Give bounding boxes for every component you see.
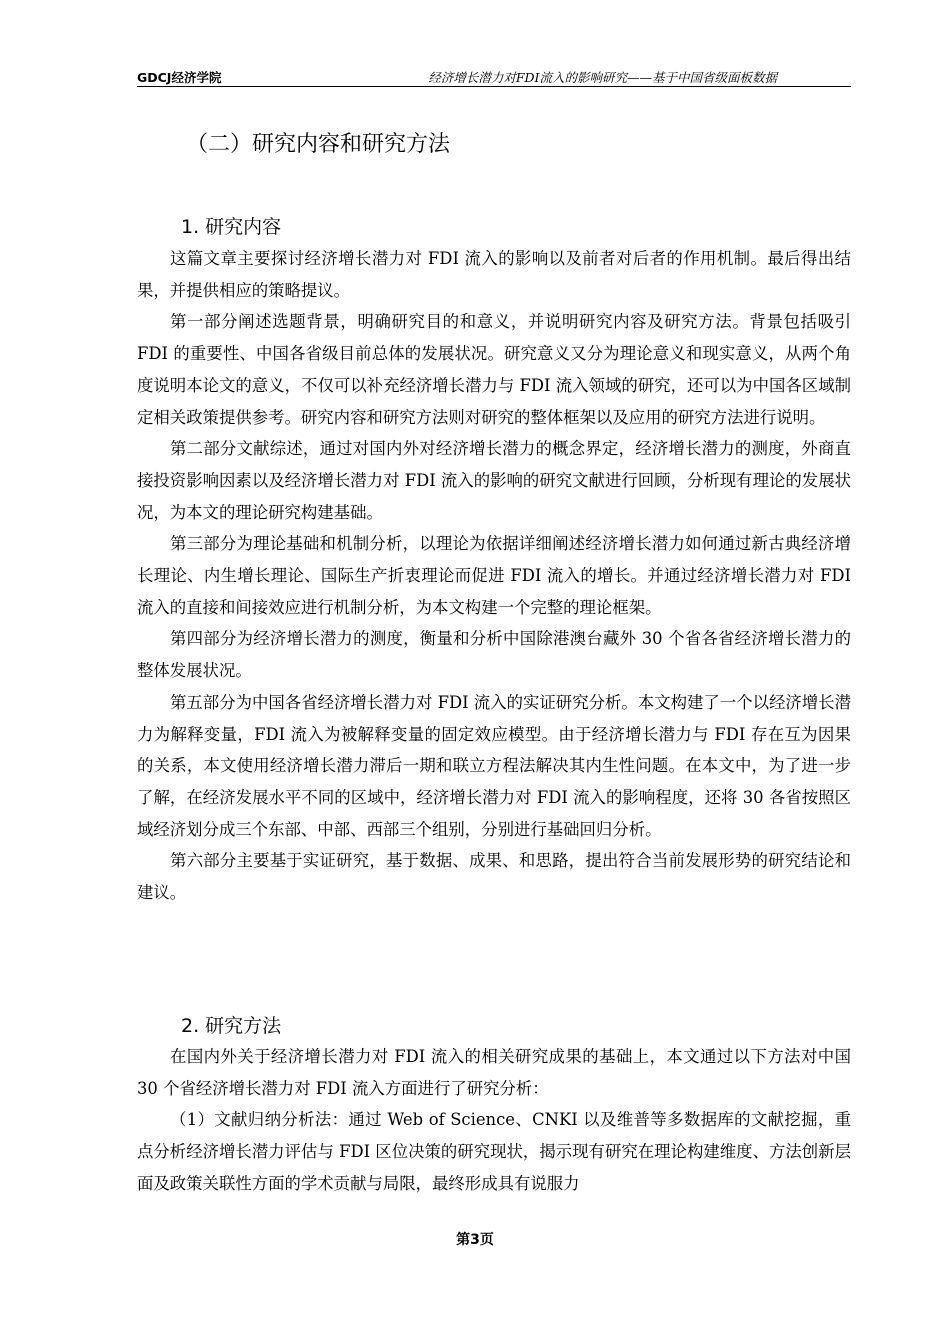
paragraph: 第一部分阐述选题背景，明确研究目的和意义，并说明研究内容及研究方法。背景包括吸引 FDI 的重要性、中国各省级目前总体的发展状况。研究意义又分为理论意义和现实意义，从两个角度说明本论文的意义，不仅可以补充经济增长潜力与 FDI 流入领域的研究，还可以为中国各区域制定相关政策提供参考。研究内容和研究方法则对研究的整体框架以及应用的研究方法进行说明。	[137, 312, 851, 427]
paragraph: 在国内外关于经济增长潜力对 FDI 流入的相关研究成果的基础上，本文通过以下方法对中国 30 个省经济增长潜力对 FDI 流入方面进行了研究分析：	[137, 1047, 851, 1098]
paragraph: 第三部分为理论基础和机制分析，以理论为依据详细阐述经济增长潜力如何通过新古典经济增长理论、内生增长理论、国际生产折衷理论而促进 FDI 流入的增长。并通过经济增长潜力对 FDI 流入的直接和间接效应进行机制分析，为本文构建一个完整的理论框架。	[137, 534, 851, 617]
section-title: （二）研究内容和研究方法	[186, 132, 451, 157]
header-institution: GDCJ经济学院	[137, 70, 222, 85]
page-header	[137, 66, 851, 87]
subsection-research-content-title: 1. 研究内容	[181, 216, 282, 238]
paragraph: 第四部分为经济增长潜力的测度，衡量和分析中国除港澳台藏外 30 个省各省经济增长潜力的整体发展状况。	[137, 629, 851, 681]
paragraph: 第六部分主要基于实证研究，基于数据、成果、和思路，提出符合当前发展形势的研究结论和建议。	[137, 851, 851, 903]
research-method-body	[137, 1041, 851, 1200]
subsection-research-method-title: 2. 研究方法	[181, 1015, 282, 1037]
paragraph: 第五部分为中国各省经济增长潜力对 FDI 流入的实证研究分析。本文构建了一个以经济增长潜力为解释变量，FDI 流入为被解释变量的固定效应模型。由于经济增长潜力与 FDI 存在互为因果的关系，本文使用经济增长潜力滞后一期和联立方程法解决其内生性问题。在本文中，为了进一步了解，在经济发展水平不同的区域中，经济增长潜力对 FDI 流入的影响程度，还将 30 各省按照区域经济划分成三个东部、中部、西部三个组别，分别进行基础回归分析。	[137, 692, 851, 839]
header-thesis-title: 经济增长潜力对FDI流入的影响研究——基于中国省级面板数据	[428, 70, 777, 85]
paragraph: 这篇文章主要探讨经济增长潜力对 FDI 流入的影响以及前者对后者的作用机制。最后得出结果，并提供相应的策略提议。	[137, 249, 851, 300]
paragraph: （1）文献归纳分析法：通过 Web of Science、CNKI 以及维普等多数据库的文献挖掘，重点分析经济增长潜力评估与 FDI 区位决策的研究现状，揭示现有研究在理论构建维度、方法创新层面及政策关联性方面的学术贡献与局限，最终形成具有说服力	[137, 1110, 851, 1193]
page-number: 第3页	[456, 1232, 494, 1248]
research-content-body	[137, 243, 851, 909]
paragraph: 第二部分文献综述，通过对国内外对经济增长潜力的概念界定，经济增长潜力的测度，外商直接投资影响因素以及经济增长潜力对 FDI 流入的影响的研究文献进行回顾，分析现有理论的发展状况，为本文的理论研究构建基础。	[137, 439, 851, 522]
